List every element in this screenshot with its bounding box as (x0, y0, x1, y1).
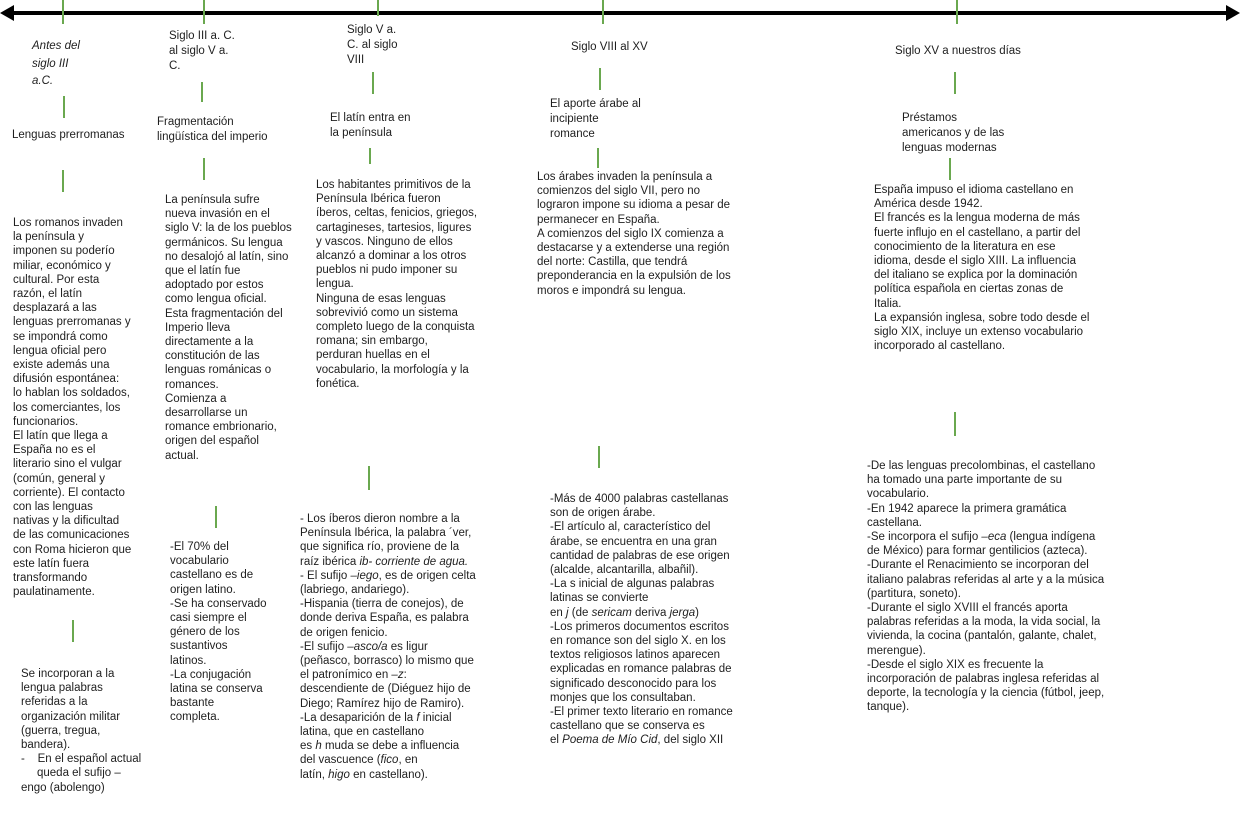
note-line: - Los íberos dieron nombre a la (300, 513, 460, 525)
note-line: - El sufijo –iego, es de origen celta (300, 569, 476, 582)
axis-tick (62, 0, 64, 24)
period-notes (867, 459, 1122, 715)
note-line: ha tomado una parte importante de su (867, 474, 1062, 487)
note-line: -El artículo al, característico del (550, 521, 711, 534)
period-notes: Se incorporan a la lengua palabras referidas a la organización militar (guerra, tregua, bandera). - En el español actual queda el sufijo – engo (abolengo) (21, 668, 142, 794)
period-description: Los habitantes primitivos de la Península Ibérica fueron íberos, celtas, fenicios, griegos, cartagineses, tartesios, ligures y vascos. Ninguno de ellos alcanzó a dominar a los otros pueblos ni pudo imponer su lengua. Ninguna de esas lenguas sobrevivió como un sistema completo luego de la conquista romana; sin embargo, perduran huellas en el vocabulario, la morfología y la fonética. (316, 179, 478, 390)
period-notes (550, 492, 750, 748)
connector-line (954, 72, 956, 94)
note-line: significado desconocido para los (550, 677, 717, 690)
note-line: latina, que en castellano (300, 726, 425, 739)
note-line: que significa río, proviene de la (300, 541, 460, 554)
connector-line (368, 466, 370, 490)
note-line: Diego; Ramírez hijo de Ramiro). (300, 697, 465, 710)
note-line: el patronímico en –z: (300, 669, 407, 682)
note-line: -La desaparición de la f inicial (300, 711, 452, 724)
note-line: explicadas en romance palabras de (550, 663, 732, 676)
period-date: Siglo V a. C. al siglo VIII (347, 24, 398, 66)
note-line: castellano que se conserva es (550, 720, 705, 733)
connector-line (598, 446, 600, 468)
note-line: -Hispania (tierra de conejos), de (300, 598, 464, 611)
note-line: -El sufijo –asco/a es ligur (300, 640, 428, 653)
note-line: de origen fenicio. (300, 626, 388, 639)
connector-line (201, 82, 203, 102)
axis-tick (377, 0, 379, 16)
note-line: -Se incorpora el sufijo –eca (lengua indígena (867, 531, 1096, 544)
note-line: vocabulario. (867, 488, 930, 501)
period-description: Los romanos invaden la península y imponen su poderío miliar, económico y cultural. Por esta razón, el latín desplazará a las lenguas prerromanas y se impondrá como lengua oficial pero existe además una difusión espontánea: lo hablan los soldados, los comerciantes, los funcionarios. El latín que llega a España no es el literario sino el vulgar (común, general y corriente). El contacto con las lenguas nativas y la dificultad de las comunicaciones con Roma hicieron que este latín fuera transformando paulatinamente. (13, 217, 132, 599)
note-line: donde deriva España, es palabra (300, 612, 469, 625)
note-line: vivienda, la cocina (pantalón, galante, chalet, (867, 630, 1097, 643)
note-line: -De las lenguas precolombinas, el castellano (867, 460, 1096, 472)
period-description: Los árabes invaden la península a comienzos del siglo VII, pero no lograron impone su idioma a pesar de permanecer en España. A comienzos del siglo IX comienza a destacarse y a extenderse una región del norte: Castilla, que tendrá preponderancia en la expulsión de los moros e impondrá su lengua. (537, 171, 731, 297)
note-line: -El primer texto literario en romance (550, 706, 733, 719)
note-line: incorporación de palabras inglesa referidas al (867, 673, 1100, 686)
period-date: Siglo III a. C. al siglo V a. C. (169, 30, 235, 72)
note-line: (peñasco, borrasco) lo mismo que (300, 655, 474, 668)
note-line: merengue). (867, 644, 926, 657)
connector-line (72, 620, 74, 642)
note-line: tanque). (867, 701, 910, 714)
period-date: Siglo VIII al XV (571, 41, 648, 53)
note-line: cantidad de palabras de ese origen (550, 549, 730, 562)
note-line: en j (de sericam deriva jerga) (550, 606, 699, 619)
note-line: de México) para formar gentilicios (azteca). (867, 545, 1088, 558)
period-title: El latín entra en la península (330, 112, 411, 139)
note-line: son de origen árabe. (550, 507, 656, 520)
note-line: -La s inicial de algunas palabras (550, 578, 715, 591)
connector-line (203, 158, 205, 180)
period-title: El aporte árabe al incipiente romance (550, 98, 641, 140)
timeline-axis (4, 11, 1230, 15)
note-line: el Poema de Mío Cid, del siglo XII (550, 734, 724, 747)
note-line: (partitura, soneto). (867, 587, 961, 600)
connector-line (62, 170, 64, 192)
note-line: -En 1942 aparece la primera gramática (867, 502, 1067, 515)
connector-line (372, 72, 374, 94)
period-notes (300, 512, 490, 782)
connector-line (369, 148, 371, 164)
note-line: es h muda se debe a influencia (300, 740, 460, 753)
note-line: -Durante el siglo XVIII el francés aporta (867, 602, 1068, 615)
note-line: latín, higo en castellano). (300, 768, 428, 781)
note-line: palabras referidas a la moda, la vida social, la (867, 616, 1101, 629)
period-description: La península sufre nueva invasión en el siglo V: la de los pueblos germánicos. Su lengua no desalojó al latín, sino que el latín fue adoptado por estos como lengua oficial. Esta fragmentación del Imperio lleva directamente a la constitución de las lenguas románicas o romances. Comienza a desarrollarse un romance embrionario, origen del español actual. (165, 194, 292, 462)
note-line: en romance son del siglo X. en los (550, 635, 726, 648)
note-line: -Los primeros documentos escritos (550, 620, 729, 633)
note-line: árabe, se encuentra en una gran (550, 535, 717, 548)
timeline-arrow-left-icon (0, 5, 14, 21)
period-title: Préstamos americanos y de las lenguas modernas (902, 112, 1005, 154)
note-line: descendiente de (Diéguez hijo de (300, 683, 471, 696)
note-line: Península Ibérica, la palabra ´ver, (300, 527, 472, 540)
note-line: textos religiosos latinos aparecen (550, 649, 721, 662)
period-description: España impuso el idioma castellano en América desde 1942. El francés es la lengua moderna de más fuerte influjo en el castellano, a partir del conocimiento de la literatura en ese idioma, desde el siglo XIII. La influencia del italiano se explica por la dominación política española en ciertas zonas de Italia. La expansión inglesa, sobre todo desde el siglo XIX, incluye un extenso vocabulario incorporado al castellano. (874, 184, 1090, 353)
note-line: castellana. (867, 516, 922, 529)
connector-line (63, 96, 65, 118)
period-date: Siglo XV a nuestros días (895, 45, 1021, 57)
note-line: -Más de 4000 palabras castellanas (550, 493, 729, 505)
connector-line (949, 158, 951, 180)
axis-tick (602, 0, 604, 24)
axis-tick (956, 0, 958, 24)
note-line: del vascuence (fico, en (300, 754, 418, 767)
connector-line (215, 506, 217, 528)
period-date: Antes del siglo III a.C. (32, 40, 80, 87)
period-title: Lenguas prerromanas (12, 129, 125, 141)
note-line: italiano palabras referidas al arte y a la música (867, 573, 1105, 586)
axis-tick (203, 0, 205, 24)
note-line: (labriego, andariego). (300, 584, 410, 597)
connector-line (599, 68, 601, 90)
connector-line (597, 148, 599, 168)
note-line: monjes que los consultaban. (550, 691, 696, 704)
note-line: -Desde el siglo XIX es frecuente la (867, 658, 1044, 671)
note-line: (alcalde, alcantarilla, albañil). (550, 564, 699, 577)
note-line: latinas se convierte (550, 592, 649, 605)
note-line: -Durante el Renacimiento se incorporan del (867, 559, 1089, 572)
connector-line (954, 412, 956, 436)
period-title: Fragmentación lingüística del imperio (157, 116, 268, 143)
timeline-arrow-right-icon (1226, 5, 1240, 21)
note-line: raíz ibérica ib- corriente de agua. (300, 555, 469, 568)
note-line: deporte, la tecnología y la ciencia (fútbol, jeep, (867, 687, 1105, 700)
period-notes: -El 70% del vocabulario castellano es de origen latino. -Se ha conservado casi siempre el género de los sustantivos latinos. -La conjugación latina se conserva bastante completa. (170, 541, 267, 724)
